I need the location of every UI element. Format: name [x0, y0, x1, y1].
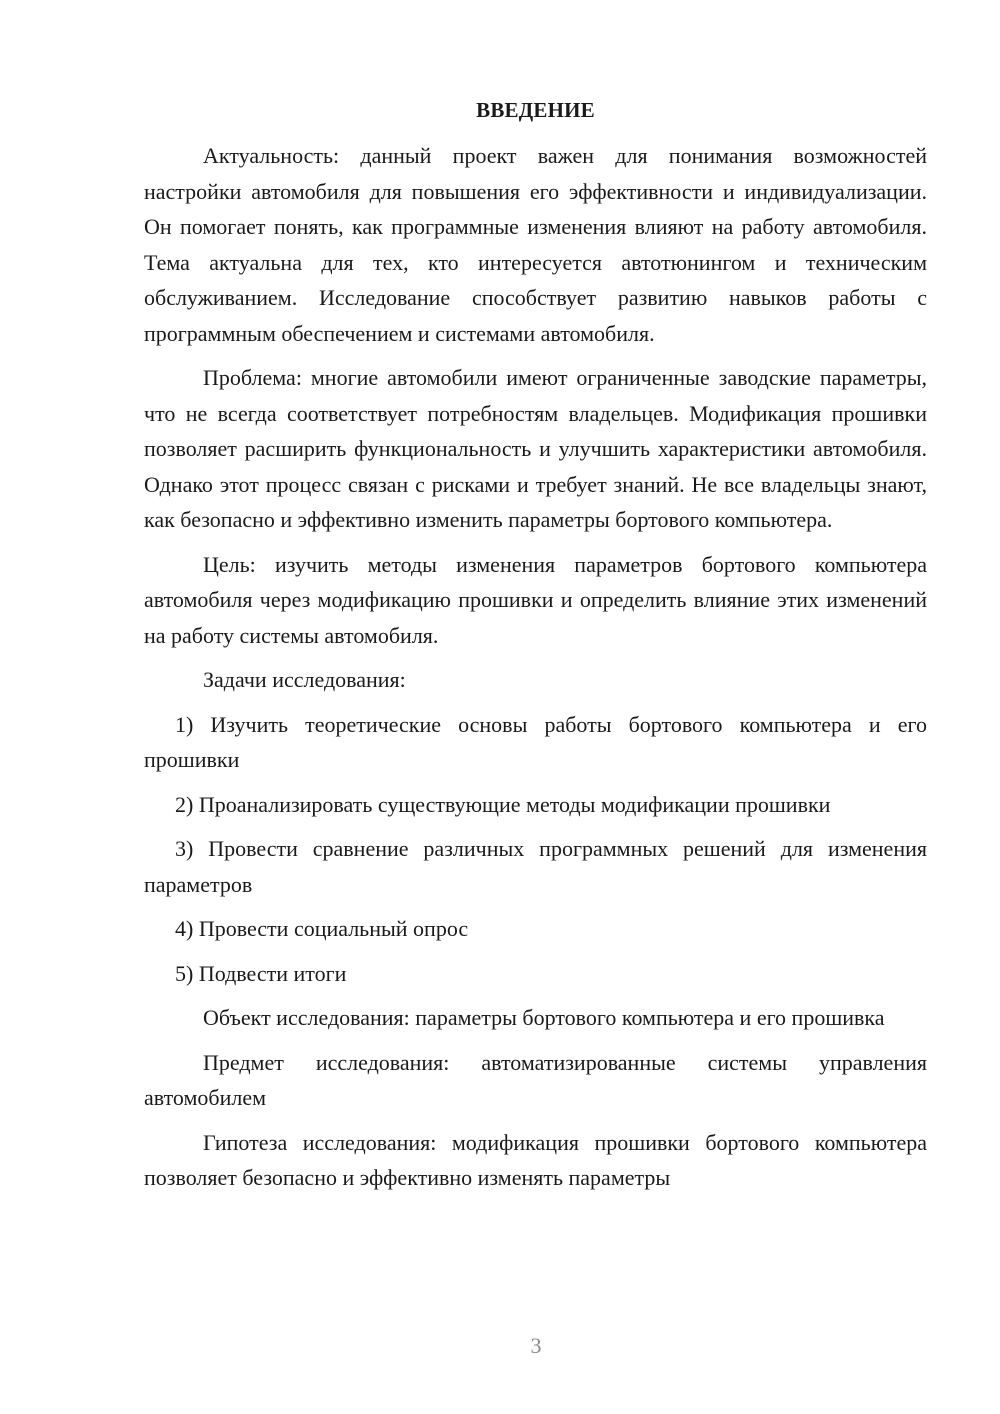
task-item-1: 1) Изучить теоретические основы работы бортового компьютера и его прошивки: [144, 711, 927, 772]
task-item-2: 2) Проанализировать существующие методы модификации прошивки: [175, 791, 831, 817]
tasks-heading: Задачи исследования:: [203, 667, 406, 692]
task-item-4: 4) Провести социальный опрос: [175, 916, 469, 941]
subject-paragraph: Предмет исследования: автоматизированные системы управления автомобилем: [144, 1049, 927, 1110]
task-item-3: 3) Провести сравнение различных программных решений для изменения параметров: [144, 836, 927, 897]
task-item-5: 5) Подвести итоги: [175, 960, 347, 986]
page-number: 3: [530, 1333, 542, 1358]
hypothesis-paragraph: Гипотеза исследования: модификация прошивки бортового компьютера позволяет безопасно и эффективно изменять параметры: [144, 1129, 927, 1190]
problem-paragraph: Проблема: многие автомобили имеют ограниченные заводские параметры, что не всегда соответствует потребностям владельцев. Модификация прошивки позволяет расширить функциональность и улучшить характеристики автомобиля. Однако этот процесс связан с рисками и требует знаний. Не все владельцы знают, как безопасно и эффективно изменить параметры бортового компьютера.: [144, 365, 927, 532]
object-paragraph: Объект исследования: параметры бортового компьютера и его прошивка: [203, 1005, 885, 1030]
page-content: [144, 92, 927, 1196]
relevance-paragraph: Актуальность: данный проект важен для понимания возможностей настройки автомобиля для повышения его эффективности и индивидуализации. Он помогает понять, как программные изменения влияют на работу автомобиля. Тема актуальна для тех, кто интересуется автотюнингом и техническим обслуживанием. Исследование способствует развитию навыков работы с программным обеспечением и системами автомобиля.: [144, 143, 927, 346]
goal-paragraph: Цель: изучить методы изменения параметров бортового компьютера автомобиля через модификацию прошивки и определить влияние этих изменений на работу системы автомобиля.: [144, 551, 927, 648]
section-title: ВВЕДЕНИЕ: [476, 98, 595, 122]
